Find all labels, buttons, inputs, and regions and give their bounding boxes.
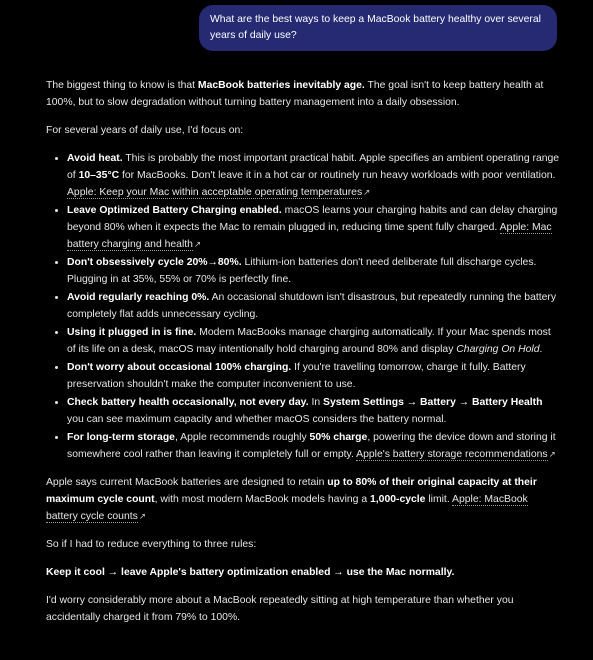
body-text: for MacBooks. Don't leave it in a hot car or routinely run heavy workloads with poor ventilation. xyxy=(119,170,556,181)
reduce-paragraph: So if I had to reduce everything to three rules: xyxy=(46,539,257,550)
link-text: Apple: Mac battery charging and health xyxy=(67,222,552,250)
body-text: If you're travelling tomorrow, charge it fully. Battery preservation shouldn't make the computer inconvenient to use. xyxy=(67,362,526,390)
list-item-plugged xyxy=(67,324,562,358)
bold-text: Don't worry about occasional 100% charging. xyxy=(67,362,292,373)
bold-text: For long-term storage xyxy=(67,432,175,443)
body-text: This is probably the most important practical habit. Apple specifies an ambient operating range of xyxy=(67,153,560,181)
bold-text: Don't obsessively cycle 20%→80%. xyxy=(67,257,242,268)
focus-paragraph: For several years of daily use, I'd focus on: xyxy=(46,125,244,136)
bold-text: Avoid heat. xyxy=(67,153,123,164)
list-item-optimized xyxy=(67,202,562,253)
body-text: you can see maximum capacity and whether macOS considers the battery normal. xyxy=(67,414,447,425)
closing-paragraph: I'd worry considerably more about a MacBook repeatedly sitting at high temperature than whether you accidentally charged it from 79% to 100%. xyxy=(46,595,514,623)
intro-paragraph xyxy=(46,77,562,111)
body-text: macOS learns your charging habits and can delay charging beyond 80% when it expects the Mac to remain plugged in, reducing time spent fully charged. xyxy=(67,205,558,233)
external-link-icon: ↗ xyxy=(548,449,556,459)
rules-paragraph xyxy=(46,564,562,581)
body-text: An occasional shutdown isn't disastrous, but repeatedly running the battery completely flat adds unnecessary cycling. xyxy=(67,292,557,320)
user-message-text: What are the best ways to keep a MacBook battery healthy over several years of daily use? xyxy=(210,14,541,41)
intro-text: The biggest thing to know is that xyxy=(46,80,198,91)
bold-text: up to 80% of their original capacity at their maximum cycle count xyxy=(46,477,537,505)
link-text: Apple's battery storage recommendations xyxy=(356,449,548,460)
bold-text: Leave Optimized Battery Charging enabled. xyxy=(67,205,282,216)
bold-text: 1,000-cycle xyxy=(370,494,426,505)
cycles-paragraph xyxy=(46,474,562,525)
user-message-bubble xyxy=(199,5,557,51)
external-link-icon: ↗ xyxy=(363,187,371,197)
body-text: , with most modern MacBook models having a xyxy=(154,494,370,505)
bold-text: 50% charge xyxy=(309,432,368,443)
list-item-zero xyxy=(67,289,562,323)
link-text: Apple: Keep your Mac within acceptable operating temperatures xyxy=(67,187,363,198)
bold-text: Check battery health occasionally, not every day. xyxy=(67,397,309,408)
bold-text: Using it plugged in is fine. xyxy=(67,327,197,338)
bold-text: Avoid regularly reaching 0%. xyxy=(67,292,210,303)
bold-text: 10–35°C xyxy=(78,170,120,181)
bold-text: System Settings → Battery → Battery Health xyxy=(323,397,543,408)
link-operating-temperatures[interactable] xyxy=(67,187,362,199)
body-text: , powering the device down and storing it somewhere cool rather than leaving it completely full or empty. xyxy=(67,432,556,460)
link-battery-storage[interactable] xyxy=(356,449,547,461)
external-link-icon: ↗ xyxy=(138,511,146,521)
list-item-cycle xyxy=(67,254,562,288)
body-text: . xyxy=(539,344,543,355)
list-item-check xyxy=(67,394,562,428)
external-link-icon: ↗ xyxy=(193,239,202,249)
bold-text: Keep it cool → leave Apple's battery optimization enabled → use the Mac normally. xyxy=(46,567,455,578)
link-text: Apple: MacBook battery cycle counts xyxy=(46,494,528,522)
assistant-response xyxy=(46,77,562,637)
intro-text-2: The goal isn't to keep battery health at 100%, but to slow degradation without turning battery management into a daily obsession. xyxy=(46,80,544,108)
list-item-full xyxy=(67,359,562,393)
intro-bold: MacBook batteries inevitably age. xyxy=(197,80,365,91)
body-text: Modern MacBooks manage charging automatically. If your Mac spends most of its life on a desk, macOS may intentionally hold charging around 80% and display xyxy=(67,327,551,355)
body-text: In xyxy=(308,397,324,408)
italic-text: Charging On Hold xyxy=(456,344,540,355)
body-text: limit. xyxy=(425,494,453,505)
body-text: Lithium-ion batteries don't need deliberate full discharge cycles. Plugging in at 35%, 55% or 70% is perfectly fine. xyxy=(67,257,537,285)
list-item-storage xyxy=(67,429,562,463)
body-text: , Apple recommends roughly xyxy=(174,432,310,443)
tips-list xyxy=(46,150,562,463)
list-item-heat xyxy=(67,150,562,201)
body-text: Apple says current MacBook batteries are designed to retain xyxy=(46,477,328,488)
